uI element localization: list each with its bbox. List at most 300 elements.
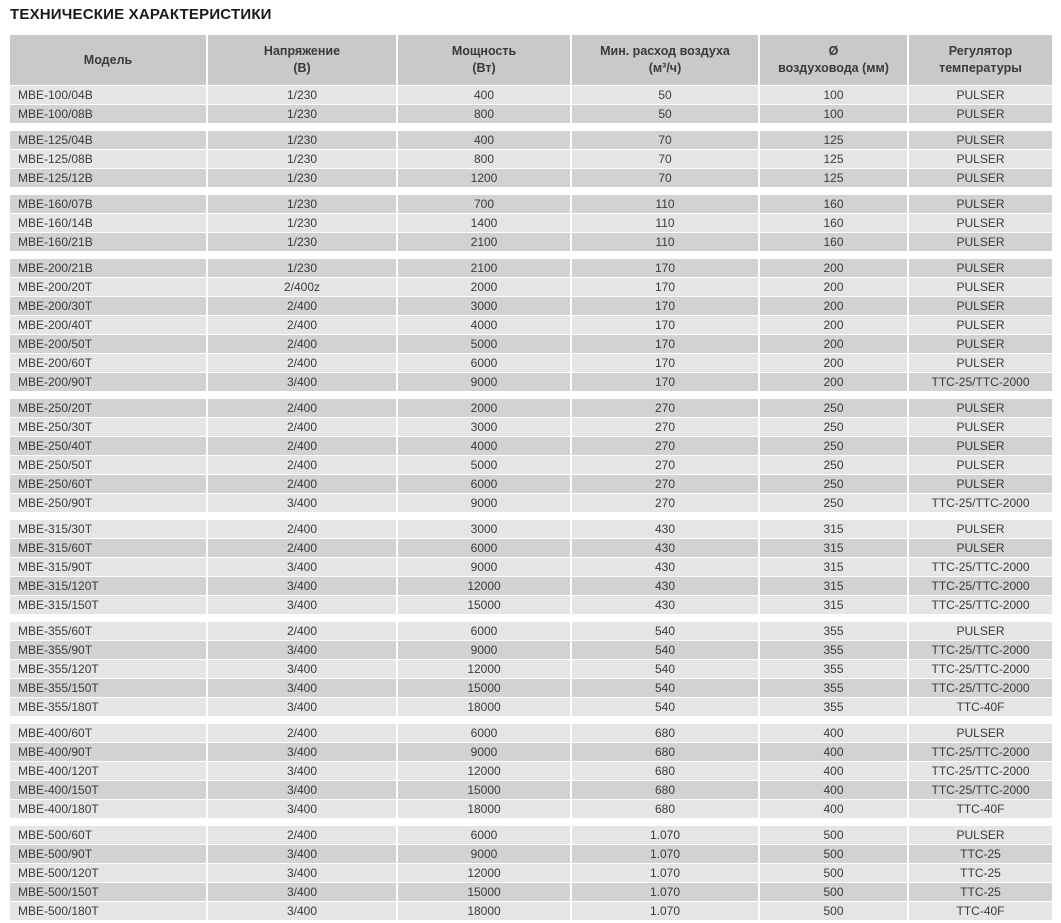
cell-voltage: 2/400	[208, 354, 396, 372]
column-header-unit: (м³/ч)	[648, 61, 682, 75]
cell-model: MBE-250/40T	[10, 437, 206, 455]
column-header-power	[398, 35, 570, 85]
cell-diameter: 200	[760, 335, 907, 353]
cell-diameter: 200	[760, 259, 907, 277]
cell-airflow: 50	[572, 86, 758, 104]
cell-power: 12000	[398, 660, 570, 678]
cell-model: MBE-160/07B	[10, 195, 206, 213]
table-row	[10, 660, 1052, 678]
cell-power: 800	[398, 105, 570, 123]
column-header-label: Модель	[83, 52, 133, 67]
row-group	[10, 826, 1052, 920]
cell-model: MBE-250/30T	[10, 418, 206, 436]
cell-diameter: 400	[760, 781, 907, 799]
cell-airflow: 680	[572, 781, 758, 799]
cell-model: MBE-500/180T	[10, 902, 206, 920]
cell-regulator: PULSER	[909, 475, 1052, 493]
cell-voltage: 2/400	[208, 475, 396, 493]
cell-voltage: 3/400	[208, 596, 396, 614]
cell-airflow: 110	[572, 195, 758, 213]
cell-airflow: 680	[572, 724, 758, 742]
cell-airflow: 70	[572, 150, 758, 168]
cell-regulator: TTC-25	[909, 883, 1052, 901]
cell-model: MBE-500/150T	[10, 883, 206, 901]
cell-power: 5000	[398, 456, 570, 474]
cell-regulator: TTC-25/TTC-2000	[909, 743, 1052, 761]
cell-power: 2000	[398, 399, 570, 417]
cell-diameter: 200	[760, 297, 907, 315]
cell-power: 9000	[398, 373, 570, 391]
table-row	[10, 596, 1052, 614]
cell-regulator: PULSER	[909, 520, 1052, 538]
cell-airflow: 680	[572, 800, 758, 818]
cell-airflow: 170	[572, 354, 758, 372]
cell-voltage: 2/400	[208, 826, 396, 844]
cell-voltage: 2/400	[208, 316, 396, 334]
cell-voltage: 2/400	[208, 724, 396, 742]
cell-airflow: 270	[572, 475, 758, 493]
cell-power: 6000	[398, 826, 570, 844]
cell-regulator: TTC-40F	[909, 698, 1052, 716]
cell-regulator: TTC-40F	[909, 902, 1052, 920]
table-row	[10, 475, 1052, 493]
cell-model: MBE-160/21B	[10, 233, 206, 251]
cell-model: MBE-250/50T	[10, 456, 206, 474]
cell-diameter: 355	[760, 660, 907, 678]
cell-airflow: 430	[572, 520, 758, 538]
table-row	[10, 558, 1052, 576]
table-row	[10, 373, 1052, 391]
cell-voltage: 2/400z	[208, 278, 396, 296]
table-row	[10, 278, 1052, 296]
cell-voltage: 2/400	[208, 418, 396, 436]
table-row	[10, 698, 1052, 716]
cell-airflow: 270	[572, 456, 758, 474]
cell-power: 700	[398, 195, 570, 213]
cell-diameter: 200	[760, 354, 907, 372]
cell-regulator: PULSER	[909, 316, 1052, 334]
cell-airflow: 430	[572, 577, 758, 595]
cell-voltage: 3/400	[208, 660, 396, 678]
cell-model: MBE-315/90T	[10, 558, 206, 576]
cell-model: MBE-200/30T	[10, 297, 206, 315]
table-row	[10, 520, 1052, 538]
cell-voltage: 1/230	[208, 169, 396, 187]
table-row	[10, 494, 1052, 512]
column-header-model	[10, 35, 206, 85]
cell-power: 15000	[398, 596, 570, 614]
cell-diameter: 200	[760, 316, 907, 334]
cell-model: MBE-250/90T	[10, 494, 206, 512]
cell-regulator: TTC-25/TTC-2000	[909, 660, 1052, 678]
cell-power: 6000	[398, 724, 570, 742]
column-header-label: Ø	[828, 44, 839, 58]
cell-diameter: 250	[760, 494, 907, 512]
table-row	[10, 86, 1052, 104]
column-header-label: Мощность	[451, 44, 517, 58]
cell-regulator: PULSER	[909, 150, 1052, 168]
cell-model: MBE-400/180T	[10, 800, 206, 818]
cell-power: 12000	[398, 577, 570, 595]
table-row	[10, 781, 1052, 799]
cell-diameter: 355	[760, 622, 907, 640]
table-row	[10, 259, 1052, 277]
cell-voltage: 3/400	[208, 641, 396, 659]
cell-voltage: 3/400	[208, 781, 396, 799]
table-body	[10, 86, 1052, 920]
table-row	[10, 399, 1052, 417]
cell-diameter: 200	[760, 373, 907, 391]
table-row	[10, 131, 1052, 149]
cell-voltage: 2/400	[208, 437, 396, 455]
cell-regulator: PULSER	[909, 233, 1052, 251]
cell-airflow: 680	[572, 743, 758, 761]
cell-diameter: 500	[760, 902, 907, 920]
cell-diameter: 400	[760, 743, 907, 761]
cell-airflow: 1.070	[572, 826, 758, 844]
cell-model: MBE-200/60T	[10, 354, 206, 372]
cell-diameter: 100	[760, 86, 907, 104]
cell-voltage: 3/400	[208, 577, 396, 595]
cell-power: 400	[398, 131, 570, 149]
cell-power: 9000	[398, 641, 570, 659]
cell-diameter: 315	[760, 577, 907, 595]
cell-voltage: 3/400	[208, 883, 396, 901]
cell-power: 12000	[398, 864, 570, 882]
cell-diameter: 400	[760, 724, 907, 742]
cell-diameter: 500	[760, 845, 907, 863]
cell-airflow: 270	[572, 418, 758, 436]
cell-voltage: 3/400	[208, 762, 396, 780]
cell-airflow: 170	[572, 335, 758, 353]
column-header-unit: (Вт)	[472, 61, 496, 75]
cell-voltage: 3/400	[208, 373, 396, 391]
cell-power: 12000	[398, 762, 570, 780]
cell-model: MBE-315/30T	[10, 520, 206, 538]
row-group	[10, 131, 1052, 187]
table-row	[10, 335, 1052, 353]
cell-power: 9000	[398, 743, 570, 761]
column-header-label: Регулятор	[948, 44, 1013, 58]
cell-diameter: 160	[760, 195, 907, 213]
cell-diameter: 500	[760, 883, 907, 901]
cell-voltage: 3/400	[208, 494, 396, 512]
cell-power: 800	[398, 150, 570, 168]
cell-airflow: 540	[572, 698, 758, 716]
cell-airflow: 540	[572, 679, 758, 697]
cell-diameter: 500	[760, 864, 907, 882]
cell-voltage: 3/400	[208, 698, 396, 716]
cell-power: 1200	[398, 169, 570, 187]
cell-model: MBE-200/90T	[10, 373, 206, 391]
cell-regulator: PULSER	[909, 105, 1052, 123]
cell-power: 2100	[398, 233, 570, 251]
column-header-label: Мин. расход воздуха	[600, 44, 730, 58]
cell-diameter: 400	[760, 762, 907, 780]
cell-model: MBE-200/40T	[10, 316, 206, 334]
table-row	[10, 902, 1052, 920]
column-header-voltage	[208, 35, 396, 85]
cell-voltage: 1/230	[208, 105, 396, 123]
cell-model: MBE-355/90T	[10, 641, 206, 659]
cell-power: 4000	[398, 316, 570, 334]
cell-airflow: 50	[572, 105, 758, 123]
cell-power: 3000	[398, 418, 570, 436]
cell-power: 18000	[398, 698, 570, 716]
cell-diameter: 250	[760, 418, 907, 436]
cell-voltage: 1/230	[208, 150, 396, 168]
cell-voltage: 3/400	[208, 864, 396, 882]
cell-regulator: PULSER	[909, 437, 1052, 455]
cell-airflow: 70	[572, 131, 758, 149]
table-row	[10, 437, 1052, 455]
cell-regulator: TTC-25/TTC-2000	[909, 679, 1052, 697]
cell-voltage: 1/230	[208, 131, 396, 149]
cell-diameter: 355	[760, 641, 907, 659]
column-header-airflow	[572, 35, 758, 85]
table-row	[10, 743, 1052, 761]
cell-power: 6000	[398, 539, 570, 557]
cell-model: MBE-400/60T	[10, 724, 206, 742]
cell-power: 2100	[398, 259, 570, 277]
cell-airflow: 430	[572, 539, 758, 557]
cell-regulator: PULSER	[909, 399, 1052, 417]
cell-model: MBE-160/14B	[10, 214, 206, 232]
row-group	[10, 724, 1052, 818]
cell-regulator: TTC-25/TTC-2000	[909, 781, 1052, 799]
table-row	[10, 105, 1052, 123]
table-row	[10, 762, 1052, 780]
cell-power: 18000	[398, 902, 570, 920]
row-group	[10, 195, 1052, 251]
cell-power: 9000	[398, 494, 570, 512]
cell-diameter: 250	[760, 437, 907, 455]
cell-regulator: TTC-25/TTC-2000	[909, 558, 1052, 576]
cell-diameter: 125	[760, 150, 907, 168]
cell-power: 400	[398, 86, 570, 104]
cell-regulator: PULSER	[909, 724, 1052, 742]
cell-voltage: 3/400	[208, 845, 396, 863]
page-title: ТЕХНИЧЕСКИЕ ХАРАКТЕРИСТИКИ	[10, 6, 272, 23]
cell-airflow: 170	[572, 316, 758, 334]
cell-voltage: 3/400	[208, 902, 396, 920]
cell-airflow: 1.070	[572, 864, 758, 882]
table-row	[10, 724, 1052, 742]
cell-voltage: 2/400	[208, 539, 396, 557]
table-row	[10, 883, 1052, 901]
cell-airflow: 270	[572, 437, 758, 455]
cell-power: 2000	[398, 278, 570, 296]
cell-diameter: 355	[760, 698, 907, 716]
cell-regulator: PULSER	[909, 456, 1052, 474]
cell-airflow: 430	[572, 558, 758, 576]
cell-model: MBE-250/20T	[10, 399, 206, 417]
cell-power: 9000	[398, 845, 570, 863]
cell-power: 6000	[398, 622, 570, 640]
cell-diameter: 250	[760, 475, 907, 493]
cell-voltage: 2/400	[208, 297, 396, 315]
cell-voltage: 3/400	[208, 558, 396, 576]
row-group	[10, 259, 1052, 391]
cell-model: MBE-355/120T	[10, 660, 206, 678]
cell-model: MBE-100/04B	[10, 86, 206, 104]
cell-voltage: 2/400	[208, 335, 396, 353]
column-header-regulator	[909, 35, 1052, 85]
cell-regulator: PULSER	[909, 86, 1052, 104]
table-row	[10, 456, 1052, 474]
cell-model: MBE-200/50T	[10, 335, 206, 353]
cell-diameter: 500	[760, 826, 907, 844]
cell-model: MBE-125/08B	[10, 150, 206, 168]
cell-regulator: PULSER	[909, 278, 1052, 296]
table-row	[10, 577, 1052, 595]
row-group	[10, 399, 1052, 512]
table-row	[10, 641, 1052, 659]
column-header-unit: воздуховода (мм)	[778, 61, 889, 75]
cell-airflow: 170	[572, 259, 758, 277]
cell-regulator: PULSER	[909, 418, 1052, 436]
cell-diameter: 160	[760, 214, 907, 232]
cell-diameter: 160	[760, 233, 907, 251]
cell-regulator: PULSER	[909, 539, 1052, 557]
cell-voltage: 2/400	[208, 520, 396, 538]
cell-regulator: TTC-25	[909, 864, 1052, 882]
cell-power: 4000	[398, 437, 570, 455]
cell-diameter: 250	[760, 456, 907, 474]
cell-voltage: 1/230	[208, 233, 396, 251]
cell-diameter: 315	[760, 539, 907, 557]
column-header-label: Напряжение	[263, 44, 341, 58]
table-row	[10, 195, 1052, 213]
cell-regulator: TTC-25/TTC-2000	[909, 762, 1052, 780]
cell-diameter: 355	[760, 679, 907, 697]
cell-regulator: PULSER	[909, 354, 1052, 372]
cell-diameter: 400	[760, 800, 907, 818]
table-row	[10, 845, 1052, 863]
cell-airflow: 540	[572, 622, 758, 640]
cell-diameter: 125	[760, 169, 907, 187]
cell-model: MBE-500/90T	[10, 845, 206, 863]
cell-power: 3000	[398, 297, 570, 315]
cell-diameter: 315	[760, 596, 907, 614]
table-row	[10, 150, 1052, 168]
cell-airflow: 170	[572, 278, 758, 296]
cell-voltage: 3/400	[208, 800, 396, 818]
cell-diameter: 250	[760, 399, 907, 417]
cell-power: 1400	[398, 214, 570, 232]
table-row	[10, 679, 1052, 697]
cell-model: MBE-100/08B	[10, 105, 206, 123]
cell-voltage: 3/400	[208, 743, 396, 761]
cell-regulator: PULSER	[909, 259, 1052, 277]
cell-model: MBE-355/150T	[10, 679, 206, 697]
cell-airflow: 270	[572, 399, 758, 417]
spec-table	[10, 35, 1052, 920]
cell-model: MBE-400/120T	[10, 762, 206, 780]
cell-airflow: 170	[572, 373, 758, 391]
table-row	[10, 316, 1052, 334]
cell-voltage: 1/230	[208, 259, 396, 277]
cell-power: 6000	[398, 475, 570, 493]
table-row	[10, 800, 1052, 818]
cell-power: 9000	[398, 558, 570, 576]
cell-regulator: PULSER	[909, 195, 1052, 213]
cell-voltage: 1/230	[208, 86, 396, 104]
cell-voltage: 2/400	[208, 399, 396, 417]
row-group	[10, 86, 1052, 123]
table-row	[10, 864, 1052, 882]
row-group	[10, 520, 1052, 614]
cell-model: MBE-200/20T	[10, 278, 206, 296]
cell-regulator: PULSER	[909, 335, 1052, 353]
cell-regulator: TTC-25/TTC-2000	[909, 494, 1052, 512]
cell-regulator: PULSER	[909, 297, 1052, 315]
table-header-row	[10, 35, 1052, 85]
cell-diameter: 315	[760, 558, 907, 576]
column-header-unit: температуры	[939, 61, 1022, 75]
cell-model: MBE-400/90T	[10, 743, 206, 761]
cell-model: MBE-315/60T	[10, 539, 206, 557]
cell-airflow: 1.070	[572, 845, 758, 863]
cell-regulator: TTC-25	[909, 845, 1052, 863]
cell-power: 15000	[398, 679, 570, 697]
column-header-diameter	[760, 35, 907, 85]
table-row	[10, 354, 1052, 372]
cell-model: MBE-250/60T	[10, 475, 206, 493]
cell-voltage: 1/230	[208, 195, 396, 213]
cell-power: 5000	[398, 335, 570, 353]
cell-diameter: 315	[760, 520, 907, 538]
cell-diameter: 100	[760, 105, 907, 123]
cell-diameter: 200	[760, 278, 907, 296]
row-group	[10, 622, 1052, 716]
cell-model: MBE-315/150T	[10, 596, 206, 614]
cell-voltage: 2/400	[208, 622, 396, 640]
cell-regulator: TTC-40F	[909, 800, 1052, 818]
cell-model: MBE-355/60T	[10, 622, 206, 640]
cell-voltage: 3/400	[208, 679, 396, 697]
cell-power: 15000	[398, 781, 570, 799]
cell-airflow: 540	[572, 660, 758, 678]
cell-model: MBE-125/04B	[10, 131, 206, 149]
cell-model: MBE-400/150T	[10, 781, 206, 799]
table-row	[10, 297, 1052, 315]
cell-airflow: 1.070	[572, 883, 758, 901]
cell-regulator: TTC-25/TTC-2000	[909, 596, 1052, 614]
cell-regulator: PULSER	[909, 169, 1052, 187]
cell-airflow: 170	[572, 297, 758, 315]
cell-model: MBE-500/120T	[10, 864, 206, 882]
cell-airflow: 540	[572, 641, 758, 659]
cell-voltage: 2/400	[208, 456, 396, 474]
cell-power: 6000	[398, 354, 570, 372]
cell-voltage: 1/230	[208, 214, 396, 232]
cell-diameter: 125	[760, 131, 907, 149]
table-row	[10, 826, 1052, 844]
cell-model: MBE-315/120T	[10, 577, 206, 595]
cell-model: MBE-355/180T	[10, 698, 206, 716]
table-row	[10, 169, 1052, 187]
table-row	[10, 418, 1052, 436]
table-row	[10, 622, 1052, 640]
table-row	[10, 539, 1052, 557]
cell-power: 3000	[398, 520, 570, 538]
table-row	[10, 233, 1052, 251]
cell-model: MBE-125/12B	[10, 169, 206, 187]
cell-airflow: 680	[572, 762, 758, 780]
cell-regulator: TTC-25/TTC-2000	[909, 373, 1052, 391]
cell-airflow: 270	[572, 494, 758, 512]
